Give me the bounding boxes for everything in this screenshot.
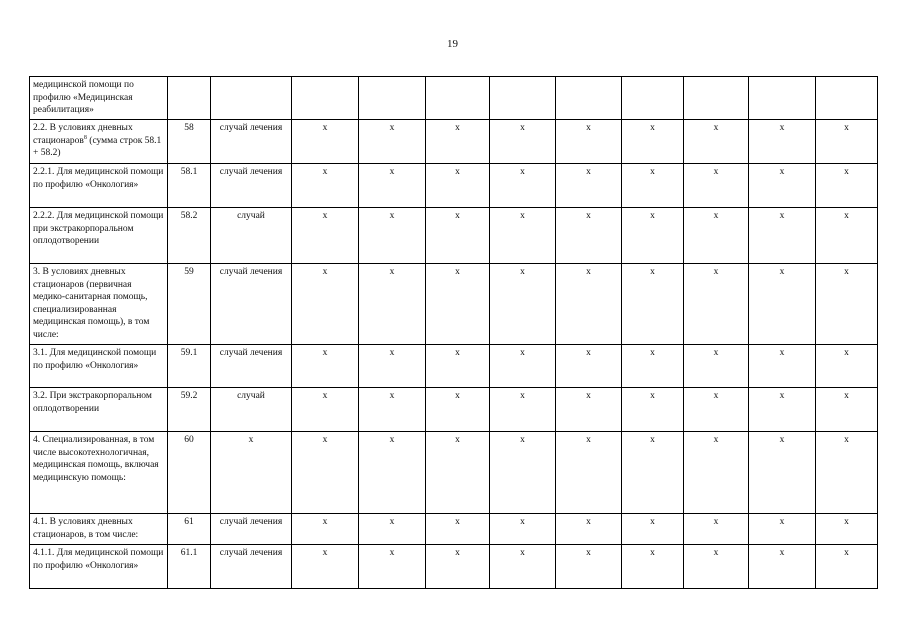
value-cell: x <box>622 164 684 208</box>
value-cell: x <box>622 432 684 514</box>
value-cell: x <box>556 345 622 388</box>
value-cell: x <box>426 545 490 589</box>
row-name-cell <box>30 120 168 164</box>
value-cell: x <box>556 120 622 164</box>
row-name-text: 4.1. В условиях дневных стационаров, в том числе: <box>33 517 139 540</box>
table-row <box>30 120 878 164</box>
value-cell: x <box>490 164 556 208</box>
row-number-cell: 59 <box>168 264 211 345</box>
row-name-text: 2.2. В условиях дневных стационаров <box>33 123 133 146</box>
value-cell: x <box>749 388 816 432</box>
unit-cell: случай лечения <box>211 264 292 345</box>
value-cell: x <box>622 388 684 432</box>
unit-cell: случай лечения <box>211 514 292 545</box>
value-cell: x <box>816 164 878 208</box>
value-cell <box>622 77 684 120</box>
value-cell <box>490 77 556 120</box>
value-cell: x <box>684 208 749 264</box>
value-cell: x <box>622 545 684 589</box>
unit-cell: x <box>211 432 292 514</box>
row-name-cell <box>30 264 168 345</box>
value-cell: x <box>816 264 878 345</box>
value-cell: x <box>292 388 359 432</box>
value-cell: x <box>556 164 622 208</box>
value-cell: x <box>292 432 359 514</box>
value-cell <box>816 77 878 120</box>
value-cell: x <box>749 514 816 545</box>
value-cell: x <box>426 432 490 514</box>
footnote-marker: 8 <box>83 134 87 141</box>
value-cell: x <box>622 208 684 264</box>
value-cell: x <box>292 120 359 164</box>
row-number-cell: 59.1 <box>168 345 211 388</box>
value-cell: x <box>426 388 490 432</box>
value-cell: x <box>359 345 426 388</box>
row-name-text: 3.2. При экстракорпоральном оплодотворении <box>33 391 152 414</box>
value-cell: x <box>556 208 622 264</box>
value-cell: x <box>426 264 490 345</box>
value-cell: x <box>816 388 878 432</box>
value-cell: x <box>426 208 490 264</box>
table-row <box>30 545 878 589</box>
row-number-cell: 60 <box>168 432 211 514</box>
value-cell: x <box>292 514 359 545</box>
row-number-cell <box>168 77 211 120</box>
value-cell: x <box>556 514 622 545</box>
data-table <box>29 76 878 589</box>
value-cell: x <box>749 120 816 164</box>
value-cell: x <box>359 388 426 432</box>
value-cell: x <box>359 545 426 589</box>
value-cell: x <box>622 345 684 388</box>
row-number-cell: 58 <box>168 120 211 164</box>
value-cell: x <box>359 164 426 208</box>
value-cell: x <box>292 264 359 345</box>
table-row <box>30 432 878 514</box>
value-cell: x <box>490 345 556 388</box>
value-cell: x <box>292 345 359 388</box>
value-cell: x <box>684 388 749 432</box>
value-cell: x <box>490 432 556 514</box>
row-number-cell: 59.2 <box>168 388 211 432</box>
row-name-text: 3. В условиях дневных стационаров (первичная медико-санитарная помощь, специализированная медицинская помощь), в том числе: <box>33 267 150 340</box>
value-cell: x <box>816 120 878 164</box>
unit-cell: случай <box>211 388 292 432</box>
row-name-text: 4.1.1. Для медицинской помощи по профилю «Онкология» <box>33 548 164 571</box>
value-cell: x <box>622 264 684 345</box>
value-cell: x <box>359 120 426 164</box>
value-cell: x <box>749 208 816 264</box>
value-cell: x <box>359 208 426 264</box>
value-cell: x <box>684 514 749 545</box>
row-name-text: медицинской помощи по профилю «Медицинская реабилитация» <box>33 80 134 115</box>
value-cell: x <box>684 264 749 345</box>
row-number-cell: 61.1 <box>168 545 211 589</box>
value-cell: x <box>816 432 878 514</box>
value-cell: x <box>359 264 426 345</box>
value-cell: x <box>684 545 749 589</box>
value-cell: x <box>292 164 359 208</box>
row-name-cell <box>30 208 168 264</box>
value-cell: x <box>426 345 490 388</box>
row-number-cell: 58.2 <box>168 208 211 264</box>
value-cell: x <box>426 120 490 164</box>
value-cell: x <box>359 432 426 514</box>
value-cell: x <box>684 164 749 208</box>
row-name-text: 3.1. Для медицинской помощи по профилю «Онкология» <box>33 348 157 371</box>
unit-cell: случай лечения <box>211 345 292 388</box>
row-name-text: 2.2.2. Для медицинской помощи при экстракорпоральном оплодотворении <box>33 211 164 246</box>
unit-cell: случай лечения <box>211 545 292 589</box>
value-cell: x <box>749 545 816 589</box>
value-cell: x <box>490 120 556 164</box>
row-name-cell <box>30 514 168 545</box>
value-cell <box>684 77 749 120</box>
value-cell: x <box>490 545 556 589</box>
row-name-cell <box>30 164 168 208</box>
row-name-cell <box>30 432 168 514</box>
value-cell: x <box>490 514 556 545</box>
value-cell: x <box>816 514 878 545</box>
table-row <box>30 164 878 208</box>
value-cell: x <box>749 345 816 388</box>
value-cell <box>426 77 490 120</box>
unit-cell: случай лечения <box>211 164 292 208</box>
value-cell: x <box>556 264 622 345</box>
value-cell: x <box>684 432 749 514</box>
value-cell: x <box>556 432 622 514</box>
value-cell: x <box>816 545 878 589</box>
value-cell: x <box>684 345 749 388</box>
value-cell: x <box>816 345 878 388</box>
value-cell: x <box>490 388 556 432</box>
value-cell: x <box>816 208 878 264</box>
row-name-text: 2.2.1. Для медицинской помощи по профилю «Онкология» <box>33 167 164 190</box>
row-name-cell <box>30 345 168 388</box>
value-cell <box>292 77 359 120</box>
value-cell <box>359 77 426 120</box>
value-cell: x <box>749 264 816 345</box>
value-cell: x <box>292 208 359 264</box>
value-cell: x <box>684 120 749 164</box>
value-cell: x <box>426 514 490 545</box>
table-row <box>30 345 878 388</box>
page-number: 19 <box>447 38 458 50</box>
row-number-cell: 61 <box>168 514 211 545</box>
unit-cell: случай <box>211 208 292 264</box>
row-name-cell <box>30 388 168 432</box>
value-cell: x <box>749 432 816 514</box>
row-number-cell: 58.1 <box>168 164 211 208</box>
value-cell: x <box>426 164 490 208</box>
value-cell: x <box>490 264 556 345</box>
row-name-text: 4. Специализированная, в том числе высокотехнологичная, медицинская помощь, включая медицинскую помощь: <box>33 435 159 483</box>
unit-cell <box>211 77 292 120</box>
table-row <box>30 388 878 432</box>
table-row <box>30 208 878 264</box>
unit-cell: случай лечения <box>211 120 292 164</box>
value-cell: x <box>359 514 426 545</box>
value-cell: x <box>749 164 816 208</box>
value-cell <box>749 77 816 120</box>
value-cell: x <box>622 120 684 164</box>
table-row <box>30 77 878 120</box>
value-cell: x <box>556 545 622 589</box>
value-cell: x <box>490 208 556 264</box>
value-cell <box>556 77 622 120</box>
value-cell: x <box>556 388 622 432</box>
value-cell: x <box>622 514 684 545</box>
value-cell: x <box>292 545 359 589</box>
table-row <box>30 264 878 345</box>
row-name-cell <box>30 77 168 120</box>
row-name-text-continued: (сумма строк 58.1 + 58.2) <box>33 135 162 158</box>
row-name-cell <box>30 545 168 589</box>
table-row <box>30 514 878 545</box>
